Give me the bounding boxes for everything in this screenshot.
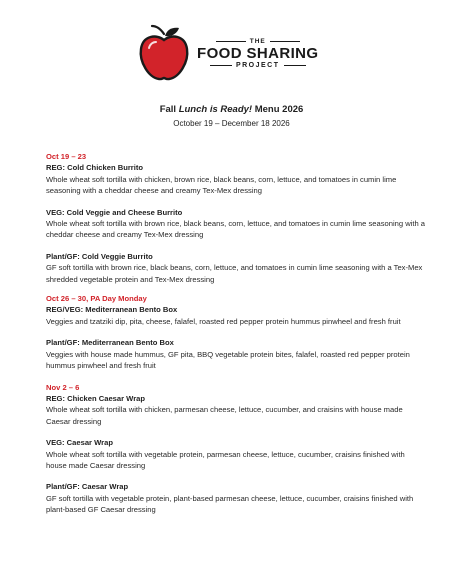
logo-wordmark [197, 38, 318, 69]
menu-item-title: Plant/GF: Cold Veggie Burrito [46, 251, 153, 261]
menu-item-description: Whole wheat soft tortilla with brown rice, black beans, corn, lettuce, and tomatoes in cumin lime seasoning with a cheddar cheese and creamy Tex-Mex dressing [46, 219, 426, 240]
menu-date-range: October 19 – December 18 2026 [173, 119, 290, 128]
logo-project-text: PROJECT [235, 61, 280, 69]
menu-item-title: Plant/GF: Caesar Wrap [46, 482, 129, 492]
menu-item-title: Plant/GF: Mediterranean Bento Box [46, 338, 174, 348]
menu-item-title: REG/VEG: Mediterranean Bento Box [46, 305, 178, 315]
menu-title: Fall Lunch is Ready! Menu 2026 [159, 104, 304, 115]
menu-item-description: Veggies and tzatziki dip, pita, cheese, falafel, roasted red pepper protein hummus pinwheel and fresh fruit [46, 316, 401, 326]
menu-item-description: Whole wheat soft tortilla with vegetable protein, parmesan cheese, lettuce, cucumber, craisins finished with house made Caesar dressing [46, 449, 405, 470]
logo-the-text: THE [249, 37, 266, 45]
menu-item-description: Veggies with house made hummus, GF pita, BBQ vegetable protein bites, falafel, roasted red pepper protein hummus pinwheel and fresh fruit [46, 349, 410, 371]
food-sharing-project-logo [137, 24, 318, 82]
menu-item-title: REG: Cold Chicken Burrito [46, 163, 144, 173]
menu-content [46, 151, 426, 516]
apple-icon [137, 24, 191, 82]
menu-item-title: REG: Chicken Caesar Wrap [46, 393, 146, 403]
menu-item-title: VEG: Caesar Wrap [46, 438, 113, 448]
menu-item-description: GF soft tortilla with brown rice, black beans, corn, lettuce, and tomatoes in cumin lime seasoning with a Tex-Mex shredded vegetable protein and Tex-Mex dressing [46, 263, 423, 284]
logo-main-text: FOOD SHARING [197, 44, 319, 62]
menu-item-description: GF soft tortilla with vegetable protein, plant-based parmesan cheese, lettuce, cucumber, craisins finished with plant-based GF Caesar dressing [46, 493, 414, 515]
menu-item-description: Whole wheat soft tortilla with chicken, brown rice, black beans, corn, lettuce, and tomatoes in cumin lime seasoning with a cheddar cheese and creamy Tex-Mex dressing [46, 174, 397, 196]
menu-item-title: VEG: Cold Veggie and Cheese Burrito [46, 207, 183, 217]
week-heading: Oct 19 – 23 [46, 152, 87, 161]
menu-item-description: Whole wheat soft tortilla with chicken, parmesan cheese, lettuce, cucumber, and craisins with house made Caesar dressing [46, 405, 403, 426]
week-heading: Oct 26 – 30, PA Day Monday [46, 294, 147, 304]
week-heading: Nov 2 – 6 [46, 382, 80, 392]
